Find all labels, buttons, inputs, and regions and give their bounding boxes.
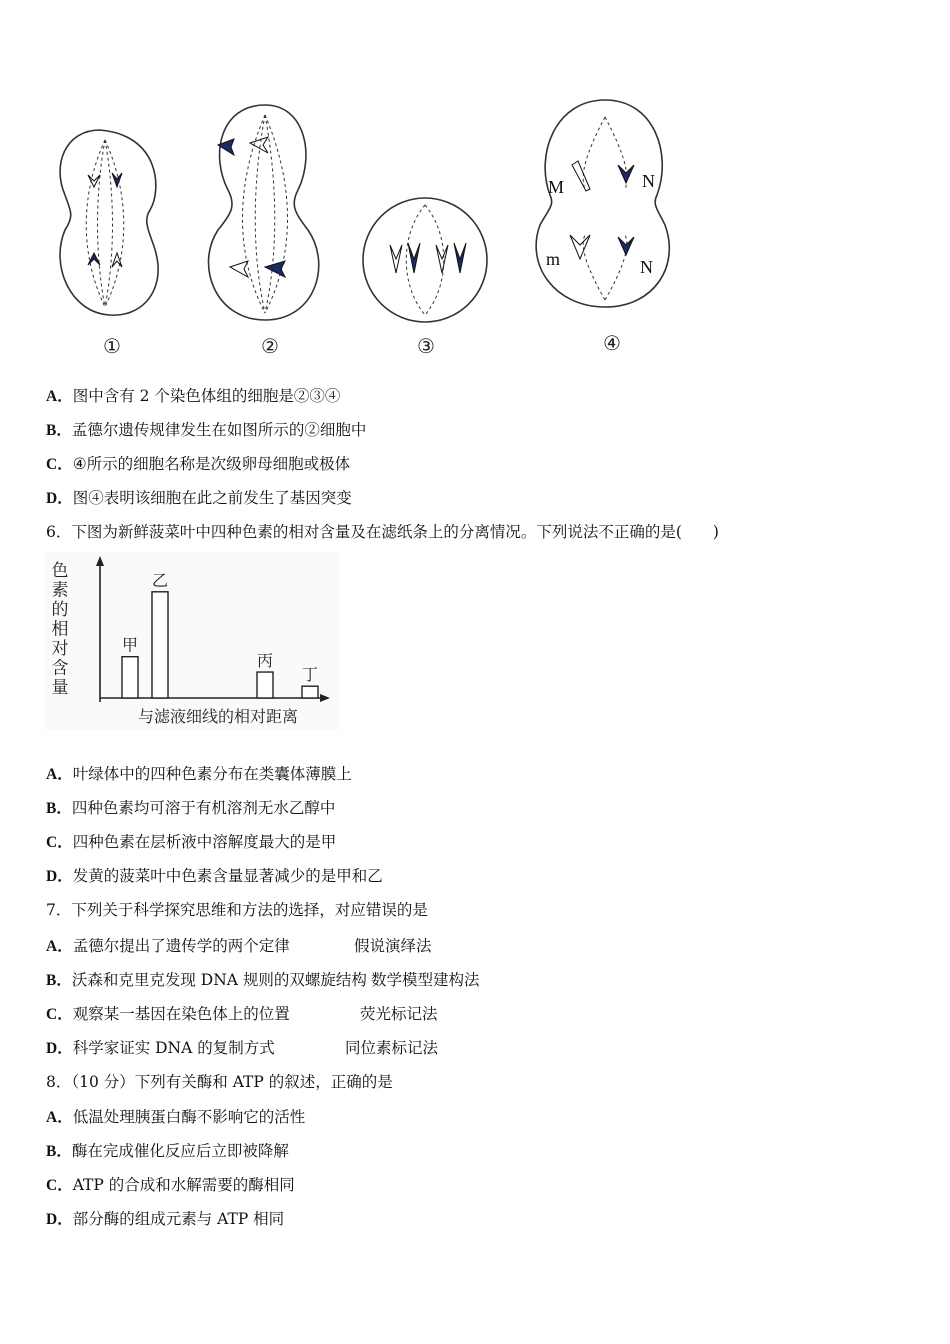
q8-option-a: A．低温处理胰蛋白酶不影响它的活性 xyxy=(46,1108,306,1126)
q8-option-d: D．部分酶的组成元素与 ATP 相同 xyxy=(46,1210,285,1228)
cell-label-3: ③ xyxy=(417,334,435,358)
cell-division-figure xyxy=(40,95,700,365)
bar-label-2: 乙 xyxy=(151,570,169,590)
q5-option-a: A．图中含有 2 个染色体组的细胞是②③④ xyxy=(46,387,341,405)
q6-stem: 6．下图为新鲜菠菜叶中四种色素的相对含量及在滤纸条上的分离情况。下列说法不正确的是( ) xyxy=(46,523,719,541)
q6-option-b: B．四种色素均可溶于有机溶剂无水乙醇中 xyxy=(46,799,336,817)
chrom-label-m: m xyxy=(546,249,561,269)
cell-label-2: ② xyxy=(261,334,279,358)
bar-label-3: 丙 xyxy=(256,651,274,671)
chrom-label-N-upper: N xyxy=(642,171,655,191)
bar-label-4: 丁 xyxy=(301,665,319,685)
bar-4 xyxy=(302,686,318,698)
q6-option-a: A．叶绿体中的四种色素分布在类囊体薄膜上 xyxy=(46,765,352,783)
q7-method-c: 荧光标记法 xyxy=(360,1005,438,1023)
q7-option-d: D．科学家证实 DNA 的复制方式 同位素标记法 xyxy=(46,1039,439,1057)
cell-label-1: ① xyxy=(103,334,121,358)
y-axis-label-text: 色素的相对含量 xyxy=(51,561,69,698)
q7-stem: 7．下列关于科学探究思维和方法的选择，对应错误的是 xyxy=(46,901,428,919)
bar-1 xyxy=(122,657,138,698)
q7-option-a: A．孟德尔提出了遗传学的两个定律 假说演绎法 xyxy=(46,937,432,955)
q6-option-c: C．四种色素在层析液中溶解度最大的是甲 xyxy=(46,833,337,851)
q8-stem: 8．（10 分）下列有关酶和 ATP 的叙述，正确的是 xyxy=(46,1073,393,1091)
q6-option-d: D．发黄的菠菜叶中色素含量显著减少的是甲和乙 xyxy=(46,867,383,885)
cell-2-membrane xyxy=(209,105,319,320)
q5-option-b: B．孟德尔遗传规律发生在如图所示的②细胞中 xyxy=(46,421,367,439)
q8-option-b: B．酶在完成催化反应后立即被降解 xyxy=(46,1142,289,1160)
q5-option-d: D．图④表明该细胞在此之前发生了基因突变 xyxy=(46,489,352,507)
q7-option-b: B．沃森和克里克发现 DNA 规则的双螺旋结构 数学模型建构法 xyxy=(46,971,480,989)
bar-2 xyxy=(152,592,168,698)
cell-3-membrane xyxy=(363,198,487,322)
x-axis-label: 与滤液细线的相对距离 xyxy=(137,707,299,726)
chrom-label-M: M xyxy=(548,177,565,197)
q7-method-a: 假说演绎法 xyxy=(354,937,432,955)
y-axis-label xyxy=(52,561,69,698)
chrom-label-N-lower: N xyxy=(640,257,653,277)
cell-1-membrane xyxy=(60,130,158,315)
q7-method-b: 数学模型建构法 xyxy=(371,971,480,989)
q7-option-c: C．观察某一基因在染色体上的位置 荧光标记法 xyxy=(46,1005,438,1023)
bar-label-1: 甲 xyxy=(121,635,139,655)
bar-3 xyxy=(257,672,273,698)
q8-option-c: C．ATP 的合成和水解需要的酶相同 xyxy=(46,1176,295,1194)
pigment-bar-chart xyxy=(44,552,340,730)
q5-option-c: C．④所示的细胞名称是次级卵母细胞或极体 xyxy=(46,455,351,473)
cell-label-4: ④ xyxy=(603,331,621,355)
q7-method-d: 同位素标记法 xyxy=(345,1039,439,1057)
